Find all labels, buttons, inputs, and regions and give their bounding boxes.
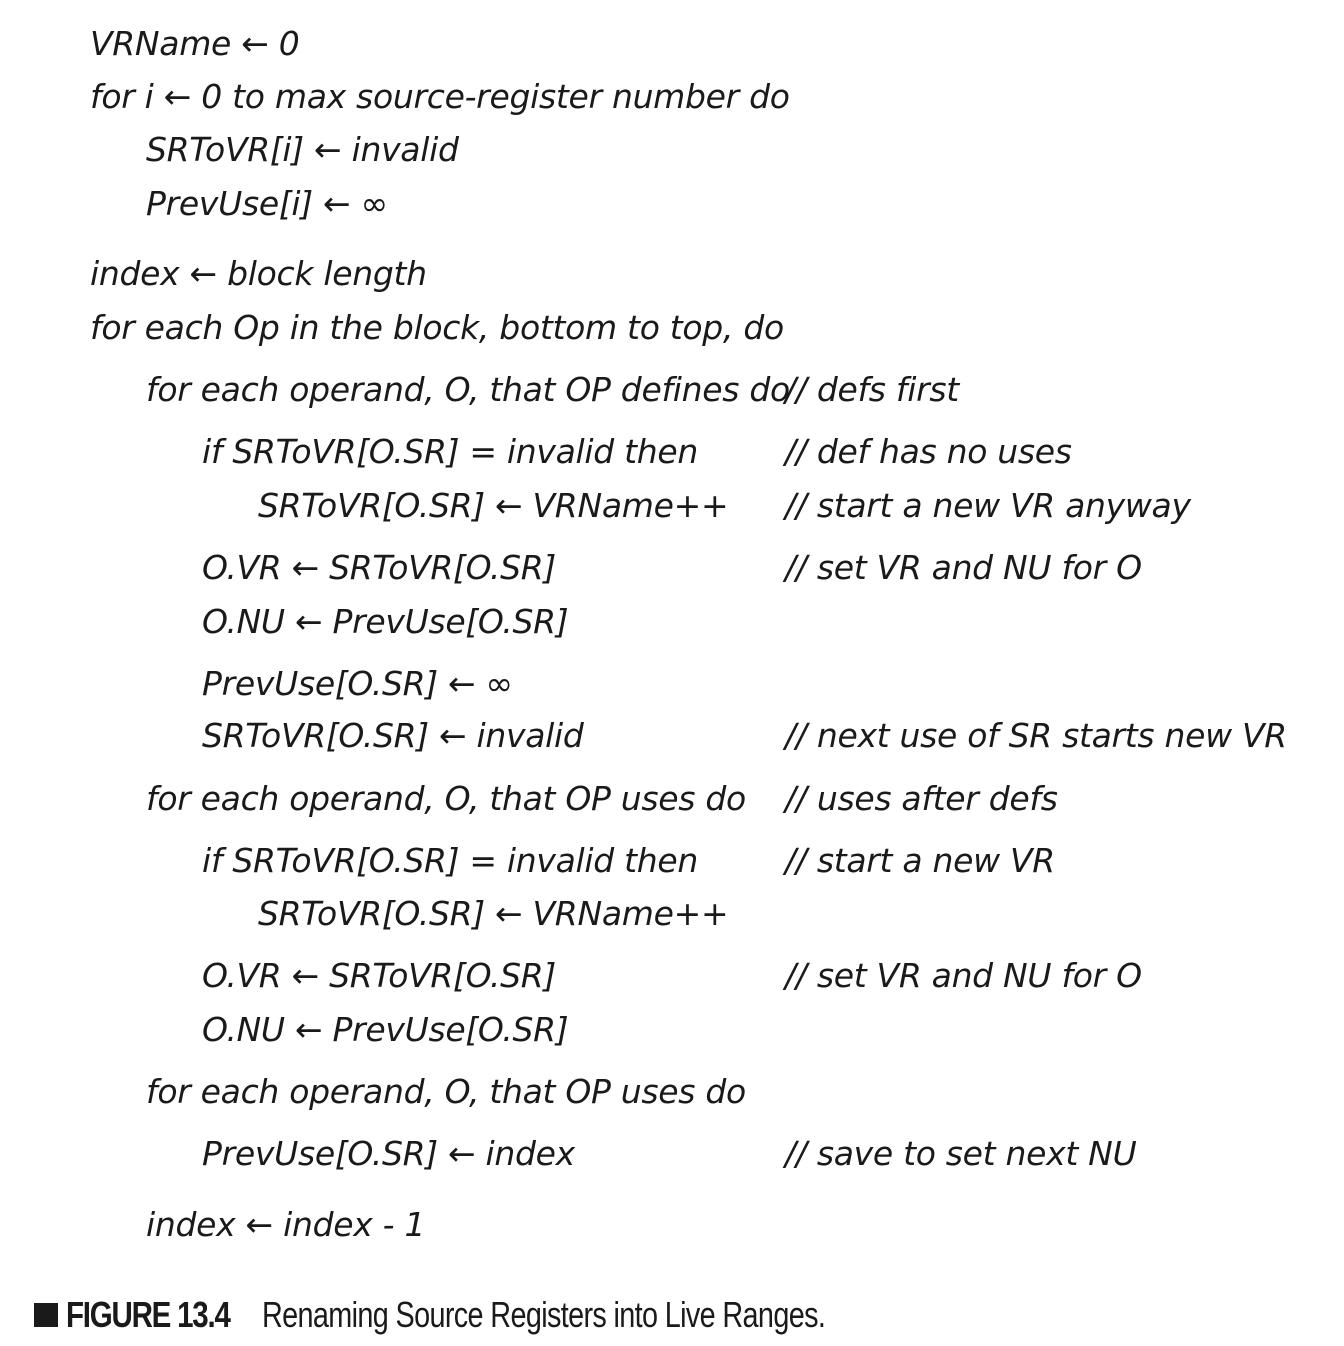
- code-comment: // next use of SR starts new VR: [785, 716, 1287, 755]
- code-line: PrevUse[O.SR] ← index: [202, 1134, 575, 1173]
- code-line: for each operand, O, that OP defines do: [146, 370, 790, 409]
- code-line: SRToVR[O.SR] ← VRName++: [258, 486, 729, 525]
- code-comment: // set VR and NU for O: [785, 548, 1142, 587]
- code-comment: // def has no uses: [785, 432, 1072, 471]
- code-comment: // start a new VR: [785, 841, 1055, 880]
- caption-text: Renaming Source Registers into Live Ranges.: [261, 1294, 825, 1335]
- figure-caption: [34, 1290, 966, 1340]
- code-line: for each operand, O, that OP uses do: [146, 1072, 746, 1111]
- code-line: O.NU ← PrevUse[O.SR]: [202, 602, 569, 641]
- code-line: for each operand, O, that OP uses do: [146, 779, 746, 818]
- code-line: O.NU ← PrevUse[O.SR]: [202, 1010, 569, 1049]
- code-line: PrevUse[O.SR] ← ∞: [202, 664, 513, 703]
- code-line: PrevUse[i] ← ∞: [146, 184, 388, 223]
- code-comment: // defs first: [785, 370, 959, 409]
- code-line: for each Op in the block, bottom to top, do: [90, 308, 784, 347]
- code-line: for i ← 0 to max source-register number do: [90, 77, 790, 116]
- code-line: index ← index - 1: [146, 1205, 426, 1244]
- code-comment: // uses after defs: [785, 779, 1058, 818]
- code-line: SRToVR[O.SR] ← invalid: [202, 716, 584, 755]
- figure-label: FIGURE 13.4: [66, 1294, 230, 1335]
- code-comment: // start a new VR anyway: [785, 486, 1191, 525]
- code-line: SRToVR[O.SR] ← VRName++: [258, 894, 729, 933]
- code-line: if SRToVR[O.SR] = invalid then: [202, 432, 698, 471]
- code-line: if SRToVR[O.SR] = invalid then: [202, 841, 698, 880]
- code-comment: // set VR and NU for O: [785, 956, 1142, 995]
- square-bullet-icon: [34, 1303, 58, 1327]
- code-line: O.VR ← SRToVR[O.SR]: [202, 548, 556, 587]
- code-comment: // save to set next NU: [785, 1134, 1137, 1173]
- code-line: SRToVR[i] ← invalid: [146, 130, 459, 169]
- code-line: O.VR ← SRToVR[O.SR]: [202, 956, 556, 995]
- code-line: VRName ← 0: [90, 24, 300, 63]
- code-line: index ← block length: [90, 254, 427, 293]
